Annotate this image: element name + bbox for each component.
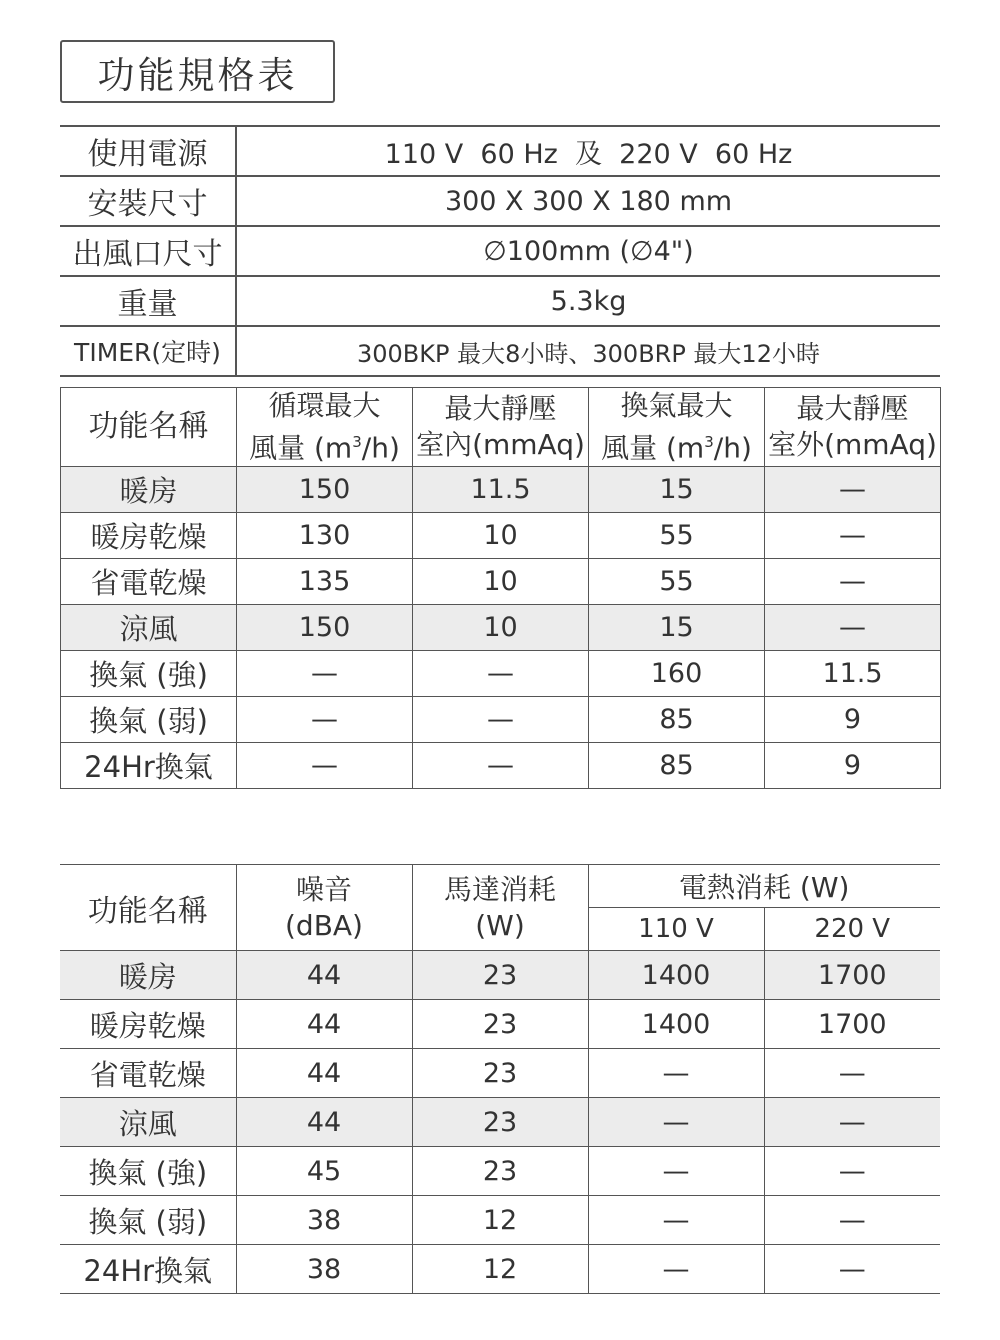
spec-value: 110 V 60 Hz 及 220 V 60 Hz: [236, 126, 940, 176]
cell: 85: [589, 743, 765, 789]
cell: 44: [236, 1049, 412, 1098]
spec-value: 300 X 300 X 180 mm: [236, 176, 940, 226]
superscript: 3: [352, 433, 362, 451]
cell: 10: [413, 605, 589, 651]
row-name: 暖房乾燥: [60, 1000, 236, 1049]
spec-row-size: [60, 176, 940, 226]
cell: —: [588, 1196, 764, 1245]
header-line: 馬達消耗: [443, 872, 556, 906]
cell: 150: [237, 467, 413, 513]
cell: 85: [589, 697, 765, 743]
cell: 44: [236, 1098, 412, 1147]
cell: 23: [412, 1098, 588, 1147]
cell: —: [413, 743, 589, 789]
cell: 15: [589, 605, 765, 651]
cell: —: [588, 1245, 764, 1294]
row-name: 換氣 (弱): [60, 1196, 236, 1245]
cell: —: [765, 605, 941, 651]
table-row: [61, 467, 941, 513]
cell: —: [413, 651, 589, 697]
header-circulation-airflow: [237, 388, 413, 467]
cell: —: [765, 467, 941, 513]
cell: 12: [412, 1196, 588, 1245]
table-row: [60, 1245, 940, 1294]
cell: 150: [237, 605, 413, 651]
table-row: [61, 743, 941, 789]
cell: 12: [412, 1245, 588, 1294]
cell: —: [765, 559, 941, 605]
page-title: 功能規格表: [60, 40, 335, 103]
airflow-table: [60, 387, 941, 789]
cell: 160: [589, 651, 765, 697]
table-header: [61, 388, 941, 467]
table-row: [60, 1000, 940, 1049]
spec-row-power: [60, 126, 940, 176]
table-header: [60, 865, 940, 908]
cell: 9: [765, 743, 941, 789]
spec-table: [60, 125, 940, 377]
cell: 23: [412, 1147, 588, 1196]
row-name: 換氣 (強): [61, 651, 237, 697]
spec-key: 出風口尺寸: [60, 226, 236, 276]
spec-value: 300BKP 最大8小時、300BRP 最大12小時: [236, 326, 940, 376]
header-110v: 110 V: [588, 908, 764, 951]
row-name: 暖房: [61, 467, 237, 513]
cell: —: [764, 1196, 940, 1245]
header-function-name: 功能名稱: [61, 388, 237, 467]
cell: —: [764, 1049, 940, 1098]
cell: 1400: [588, 951, 764, 1000]
spec-value: 5.3kg: [236, 276, 940, 326]
table-row: [61, 697, 941, 743]
cell: 1400: [588, 1000, 764, 1049]
header-line: 換氣最大: [620, 389, 733, 422]
cell: 44: [236, 951, 412, 1000]
row-name: 24Hr換氣: [61, 743, 237, 789]
cell: 55: [589, 513, 765, 559]
row-name: 暖房乾燥: [61, 513, 237, 559]
cell: —: [588, 1147, 764, 1196]
header-line: 噪音: [295, 872, 352, 906]
spec-key: 使用電源: [60, 126, 236, 176]
cell: 1700: [764, 951, 940, 1000]
cell: 38: [236, 1245, 412, 1294]
spec-row-outlet: [60, 226, 940, 276]
superscript: 3: [704, 433, 714, 451]
header-220v: 220 V: [764, 908, 940, 951]
table-row: [60, 1196, 940, 1245]
row-name: 暖房: [60, 951, 236, 1000]
cell: 11.5: [765, 651, 941, 697]
header-heater-power: 電熱消耗 (W): [588, 865, 940, 908]
header-line: (dBA): [285, 908, 363, 942]
cell: —: [237, 651, 413, 697]
cell: 55: [589, 559, 765, 605]
cell: 38: [236, 1196, 412, 1245]
cell: —: [588, 1049, 764, 1098]
cell: —: [764, 1147, 940, 1196]
table-row: [61, 651, 941, 697]
header-line: 循環最大: [268, 389, 381, 422]
row-name: 省電乾燥: [61, 559, 237, 605]
header-line: 室內(mmAq): [416, 428, 585, 462]
header-line: [589, 424, 764, 466]
cell: 1700: [764, 1000, 940, 1049]
cell: —: [765, 513, 941, 559]
row-name: 省電乾燥: [60, 1049, 236, 1098]
header-line: 最大靜壓: [796, 392, 909, 426]
table-row: [60, 1049, 940, 1098]
header-text: /h): [713, 431, 752, 465]
cell: 135: [237, 559, 413, 605]
spec-key: 重量: [60, 276, 236, 326]
header-text: 風量 (m: [249, 431, 353, 465]
table-row: [60, 951, 940, 1000]
table-row: [61, 559, 941, 605]
header-noise: [236, 865, 412, 951]
cell: —: [237, 743, 413, 789]
header-indoor-pressure: [413, 388, 589, 467]
row-name: 24Hr換氣: [60, 1245, 236, 1294]
cell: 23: [412, 951, 588, 1000]
cell: 10: [413, 513, 589, 559]
cell: —: [588, 1098, 764, 1147]
power-table: [60, 864, 940, 1294]
cell: —: [413, 697, 589, 743]
spec-row-timer: [60, 326, 940, 376]
spec-key: 安裝尺寸: [60, 176, 236, 226]
table-row: [60, 1147, 940, 1196]
table-row: [61, 605, 941, 651]
cell: —: [764, 1245, 940, 1294]
header-line: 室外(mmAq): [768, 428, 937, 462]
row-name: 涼風: [61, 605, 237, 651]
cell: 23: [412, 1049, 588, 1098]
cell: 23: [412, 1000, 588, 1049]
cell: —: [237, 697, 413, 743]
table-row: [61, 513, 941, 559]
row-name: 換氣 (弱): [61, 697, 237, 743]
table-row: [60, 1098, 940, 1147]
header-line: 最大靜壓: [444, 392, 557, 426]
spec-key: TIMER(定時): [60, 326, 236, 376]
cell: 45: [236, 1147, 412, 1196]
cell: 130: [237, 513, 413, 559]
header-text: /h): [361, 431, 400, 465]
cell: 10: [413, 559, 589, 605]
header-function-name: 功能名稱: [60, 865, 236, 951]
row-name: 涼風: [60, 1098, 236, 1147]
cell: 9: [765, 697, 941, 743]
spec-value: ∅100mm (∅4"): [236, 226, 940, 276]
header-line: [237, 424, 412, 466]
header-motor-power: [412, 865, 588, 951]
header-text: 風量 (m: [601, 431, 705, 465]
header-ventilation-airflow: [589, 388, 765, 467]
cell: —: [764, 1098, 940, 1147]
cell: 15: [589, 467, 765, 513]
header-line: (W): [475, 908, 525, 942]
spec-row-weight: [60, 276, 940, 326]
row-name: 換氣 (強): [60, 1147, 236, 1196]
cell: 44: [236, 1000, 412, 1049]
header-outdoor-pressure: [765, 388, 941, 467]
cell: 11.5: [413, 467, 589, 513]
